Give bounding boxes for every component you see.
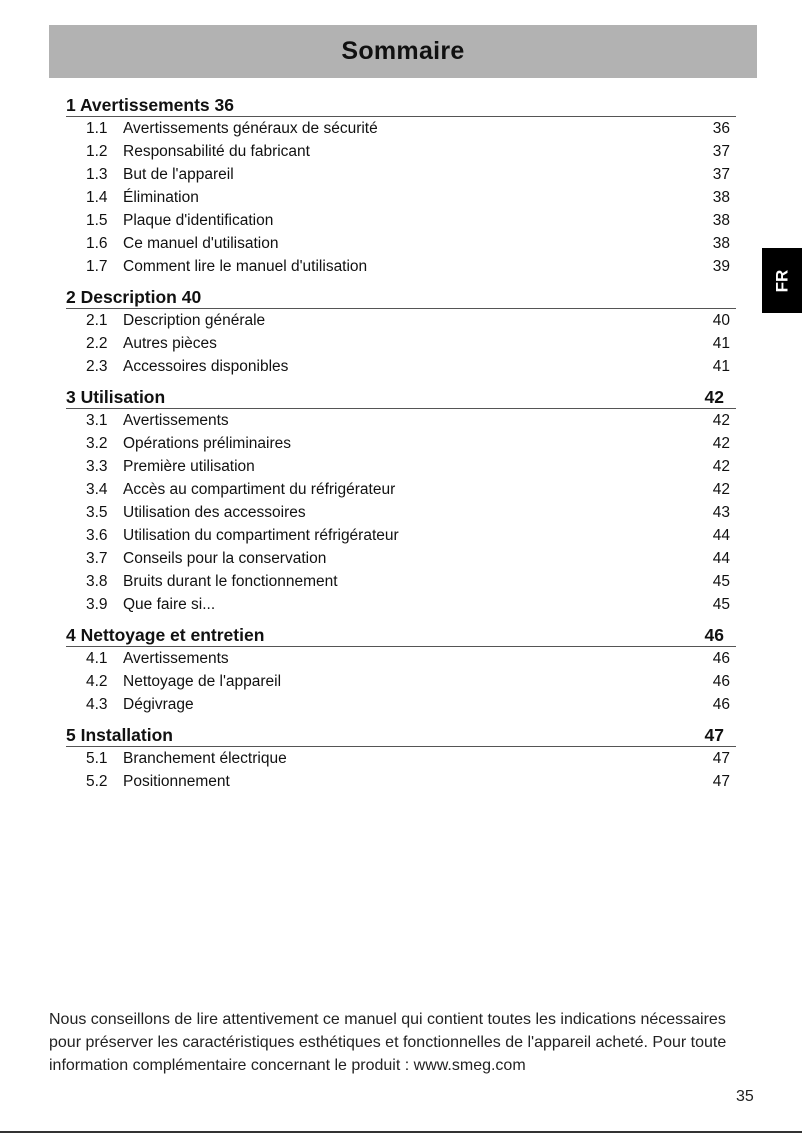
toc-section [66,384,736,622]
toc-section-heading[interactable] [66,284,736,309]
toc-entry-number: 1.7 [86,257,108,275]
toc-entry-page: 44 [712,526,730,544]
toc-entry-label: Nettoyage de l'appareil [123,672,282,690]
toc-entry-number: 1.6 [86,234,108,252]
toc-entry-number: 4.1 [86,649,108,667]
toc-entry-number: 1.5 [86,211,108,229]
toc-entry-label: Bruits durant le fonctionnement [123,572,338,590]
toc-entry-number: 3.6 [86,526,108,544]
toc-section-page: 42 [704,387,724,407]
toc-entry-number: 4.3 [86,695,108,713]
toc-entry[interactable] [66,570,736,593]
toc-entry[interactable] [66,355,736,378]
toc-entry[interactable] [66,455,736,478]
toc-entry-number: 1.2 [86,142,108,160]
toc-entry-number: 3.3 [86,457,108,475]
toc-entry[interactable] [66,593,736,616]
toc-section-title: 5 Installation [66,725,173,745]
toc-entry[interactable] [66,501,736,524]
footer-note: Nous conseillons de lire attentivement ce manuel qui contient toutes les indications nécessaires pour préserver les caractéristiques esthétiques et fonctionnelles de l'appareil acheté. Pour toute information complémentaire concernant le produit : www.smeg.com [49,1011,727,1074]
toc-entry-page: 43 [712,503,730,521]
toc-section-heading[interactable] [66,384,736,409]
toc-section-page: 46 [704,625,724,645]
toc-entry-page: 37 [712,142,730,160]
toc-entry[interactable] [66,647,736,670]
toc-entry-label: Description générale [123,311,266,329]
toc-entry[interactable] [66,332,736,355]
toc-entry-label: Branchement électrique [123,749,287,767]
toc-entry[interactable] [66,432,736,455]
toc-entry-number: 3.4 [86,480,108,498]
language-tab [762,248,802,313]
toc-section [66,92,736,284]
toc-section-heading[interactable] [66,92,736,117]
toc-entry-page: 39 [712,257,730,275]
toc-entry-number: 2.2 [86,334,108,352]
toc-entry[interactable] [66,117,736,140]
toc-entry-page: 46 [712,649,730,667]
toc-section-title: 3 Utilisation [66,387,166,407]
toc-entry-number: 2.3 [86,357,108,375]
toc-entry[interactable] [66,186,736,209]
toc-section [66,622,736,722]
toc-entry-number: 5.2 [86,772,108,790]
toc-entry-label: Avertissements [123,649,229,667]
toc-entry-number: 4.2 [86,672,108,690]
toc-entry-page: 46 [712,695,730,713]
toc-entry[interactable] [66,255,736,278]
toc-entry-label: Élimination [123,188,199,206]
toc-entry-page: 41 [712,334,730,352]
toc-entry[interactable] [66,670,736,693]
toc-entry[interactable] [66,770,736,793]
toc-entry-number: 1.4 [86,188,108,206]
toc-entry-label: Avertissements généraux de sécurité [123,119,378,137]
toc-entry-label: Accès au compartiment du réfrigérateur [123,480,396,498]
toc-entry-label: Opérations préliminaires [123,434,291,452]
toc-entry-label: Responsabilité du fabricant [123,142,310,160]
table-of-contents [66,92,736,799]
toc-entry-label: Ce manuel d'utilisation [123,234,279,252]
toc-entry-page: 36 [712,119,730,137]
toc-entry-label: Plaque d'identification [123,211,274,229]
toc-entry-label: But de l'appareil [123,165,234,183]
toc-entry-number: 3.8 [86,572,108,590]
toc-entry-page: 40 [712,311,730,329]
toc-section [66,722,736,799]
toc-entry-page: 41 [712,357,730,375]
toc-entry[interactable] [66,309,736,332]
toc-entry-label: Comment lire le manuel d'utilisation [123,257,368,275]
title-bar [49,25,757,78]
toc-entry-label: Accessoires disponibles [123,357,289,375]
toc-entry-page: 42 [712,480,730,498]
bottom-rule [0,1131,802,1133]
toc-entry[interactable] [66,693,736,716]
toc-entry-page: 42 [712,457,730,475]
toc-entry-page: 42 [712,434,730,452]
toc-entry-page: 45 [712,595,730,613]
toc-entry-number: 3.2 [86,434,108,452]
toc-entry-page: 46 [712,672,730,690]
toc-entry-page: 47 [712,772,730,790]
toc-entry-number: 1.3 [86,165,108,183]
page-number: 35 [736,1088,754,1105]
toc-entry-label: Positionnement [123,772,230,790]
toc-entry[interactable] [66,747,736,770]
toc-section-heading[interactable] [66,622,736,647]
toc-entry-number: 3.5 [86,503,108,521]
toc-entry-number: 1.1 [86,119,108,137]
toc-entry[interactable] [66,209,736,232]
toc-section-title: 2 Description 40 [66,287,202,307]
toc-entry-number: 3.1 [86,411,108,429]
toc-entry-page: 38 [712,234,730,252]
toc-entry-label: Dégivrage [123,695,194,713]
toc-entry-label: Conseils pour la conservation [123,549,327,567]
toc-entry[interactable] [66,547,736,570]
toc-entry-page: 45 [712,572,730,590]
toc-entry-number: 3.7 [86,549,108,567]
toc-section-page: 47 [704,725,724,745]
toc-entry-page: 38 [712,188,730,206]
toc-entry-page: 47 [712,749,730,767]
toc-section-title: 1 Avertissements 36 [66,95,234,115]
toc-entry[interactable] [66,232,736,255]
page-title: Sommaire [341,37,465,65]
toc-entry-page: 44 [712,549,730,567]
toc-entry[interactable] [66,409,736,432]
toc-entry-number: 3.9 [86,595,108,613]
toc-entry-label: Première utilisation [123,457,255,475]
toc-entry-label: Avertissements [123,411,229,429]
toc-entry-number: 2.1 [86,311,108,329]
toc-section-title: 4 Nettoyage et entretien [66,625,265,645]
language-label: FR [771,269,791,292]
toc-entry-number: 5.1 [86,749,108,767]
toc-entry-page: 38 [712,211,730,229]
toc-entry-label: Que faire si... [123,595,216,613]
toc-entry[interactable] [66,478,736,501]
toc-section-heading[interactable] [66,722,736,747]
toc-entry-page: 37 [712,165,730,183]
toc-entry-label: Utilisation du compartiment réfrigérateur [123,526,399,544]
toc-entry-label: Autres pièces [123,334,217,352]
toc-entry[interactable] [66,524,736,547]
toc-entry-label: Utilisation des accessoires [123,503,306,521]
toc-entry-page: 42 [712,411,730,429]
toc-entry[interactable] [66,140,736,163]
toc-entry[interactable] [66,163,736,186]
toc-section [66,284,736,384]
